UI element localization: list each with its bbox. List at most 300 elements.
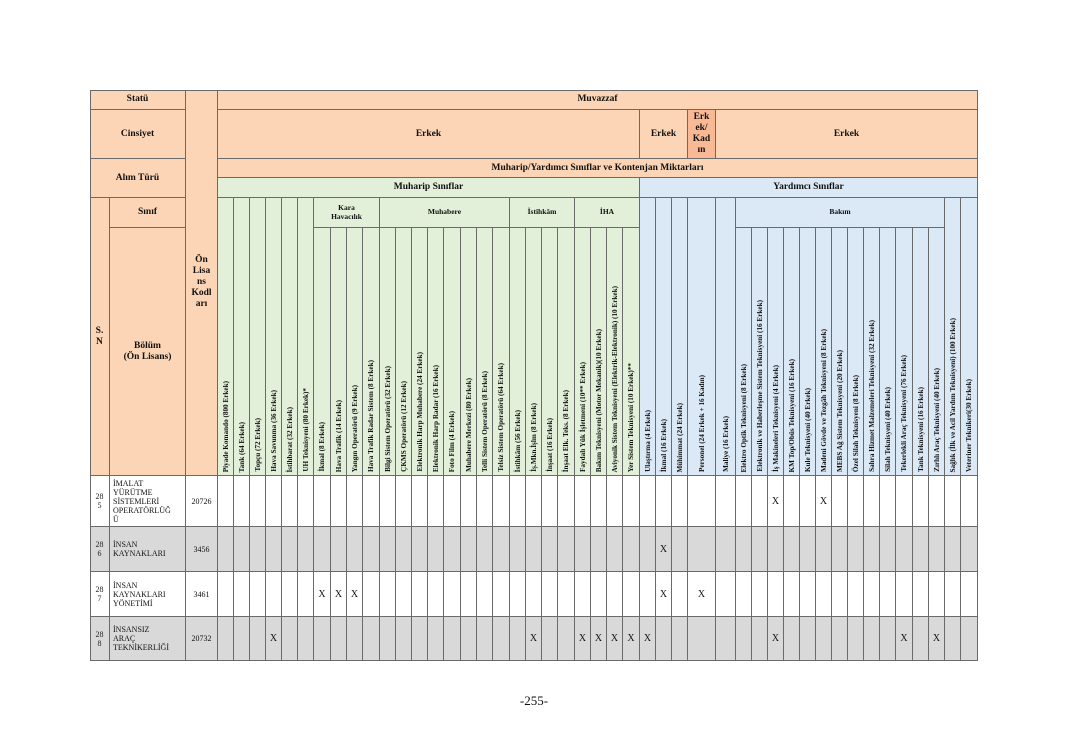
column-header-43-text: Tank Teknisyeni (16 Erkek) [916, 386, 925, 472]
row-2-col-43 [913, 527, 929, 572]
column-header-39-text: Özel Silah Teknisyeni (8 Erkek) [851, 374, 860, 472]
row-3-col-24 [591, 572, 607, 617]
column-header-15 [444, 228, 461, 476]
row-2-col-1 [218, 527, 234, 572]
column-header-4-text: Hava Savunma (36 Erkek) [269, 390, 278, 472]
row-4-col-45 [945, 617, 961, 661]
row-1-col-45 [945, 476, 961, 527]
statu-label-text: Statü [126, 94, 149, 104]
column-header-30-text: Personel (24 Erkek + 16 Kadın) [697, 375, 706, 472]
row-4-col-1 [218, 617, 234, 661]
row-4-col-27-text: X [643, 633, 652, 644]
row-3-mark-col-7 [314, 572, 331, 617]
row-1-col-13 [412, 476, 428, 527]
column-header-26 [623, 228, 640, 476]
row-3-sn-text: 28 7 [95, 585, 104, 603]
row-3-col-28-text: X [659, 588, 668, 600]
row-2-col-14 [428, 527, 444, 572]
sn-header [90, 198, 110, 476]
column-header-23 [575, 228, 591, 476]
column-header-5 [282, 198, 298, 476]
subgroup-bakim [736, 198, 945, 228]
row-4-col-41 [880, 617, 896, 661]
row-1-col-36 [800, 476, 816, 527]
row-1-col-12 [396, 476, 412, 527]
column-header-23-text: Faydalı Yük İşletmeni (10** Erkek) [578, 362, 587, 472]
page-number: -255- [519, 693, 549, 708]
row-4-col-28 [656, 617, 672, 661]
row-3-col-14 [428, 572, 444, 617]
row-1-col-9 [347, 476, 363, 527]
column-header-32-text: Elektro Optik Teknisyeni (8 Erkek) [739, 363, 748, 472]
row-3-col-35 [784, 572, 800, 617]
row-4-col-13 [412, 617, 428, 661]
column-header-46 [961, 198, 978, 476]
row-3-col-22 [558, 572, 575, 617]
sinif-label [110, 198, 186, 228]
row-3-col-32 [736, 572, 752, 617]
cinsiyet-erkek-1-text: Erkek [415, 128, 442, 139]
row-2-col-6 [298, 527, 314, 572]
row-4-col-43 [913, 617, 929, 661]
cinsiyet-label [90, 110, 186, 159]
row-4-col-46 [961, 617, 978, 661]
row-3-kod-text: 3461 [193, 589, 210, 599]
column-header-31-text: Maliye (16 Erkek) [721, 416, 730, 472]
row-3-bolum-text: İNSAN KAYNAKLARI YÖNETİMİ [113, 580, 166, 608]
column-header-33 [752, 228, 768, 476]
cinsiyet-erkek-kadin-text: Erk ek/ Kad ın [692, 112, 711, 155]
row-1-col-3 [250, 476, 266, 527]
row-3-col-36 [800, 572, 816, 617]
column-header-25-text: Aviyonik Sistem Teknisyeni (Elektrik-Elektronik) (10 Erkek) [610, 285, 619, 472]
row-1-col-8 [331, 476, 347, 527]
subgroup-bakim-text: Bakım [829, 207, 851, 217]
column-header-36 [800, 228, 816, 476]
column-header-22 [558, 228, 575, 476]
row-1-col-7 [314, 476, 331, 527]
row-2-col-28-text: X [659, 543, 668, 555]
row-1-col-4 [266, 476, 282, 527]
row-1-col-6 [298, 476, 314, 527]
on-lisans-kodlari-header [186, 90, 218, 476]
row-3-col-2 [234, 572, 250, 617]
column-header-17-text: Telli Sistem Operatörü (8 Erkek) [480, 370, 489, 472]
row-3-col-10 [363, 572, 380, 617]
row-4-col-22 [558, 617, 575, 661]
group-yardimci-text: Yardımcı Sınıflar [773, 182, 844, 192]
row-1-col-20 [526, 476, 542, 527]
column-header-21 [542, 228, 558, 476]
row-3-col-45 [945, 572, 961, 617]
row-3-mark-col-28 [656, 572, 672, 617]
subgroup-muhabere-text: Muhabere [427, 207, 462, 217]
row-1-col-11 [380, 476, 396, 527]
statu-value [218, 90, 978, 110]
statu-label [90, 90, 186, 110]
row-1-sn-text: 28 5 [95, 492, 104, 510]
row-2-col-35 [784, 527, 800, 572]
row-3-col-11 [380, 572, 396, 617]
row-4-bolum-text: İNSANSIZ ARAÇ TEKNİKERLİĞİ [113, 625, 169, 652]
column-header-11 [380, 228, 396, 476]
column-header-14-text: Elektronik Harp Radar (16 Erkek) [431, 364, 440, 472]
row-4-col-3 [250, 617, 266, 661]
column-header-19-text: İstihkâm (56 Erkek) [513, 409, 522, 472]
row-2-sn [90, 527, 110, 572]
column-header-35 [784, 228, 800, 476]
row-4-sn-text: 28 8 [95, 629, 104, 648]
row-2-col-44 [929, 527, 945, 572]
column-header-3-text: Topçu (72 Erkek) [253, 418, 262, 472]
row-4-col-8 [331, 617, 347, 661]
column-header-22-text: İnşaat Elk. Teks. (8 Erkek) [562, 389, 570, 472]
row-3-col-3 [250, 572, 266, 617]
row-2-col-33 [752, 527, 768, 572]
row-1-col-31 [716, 476, 736, 527]
column-header-14 [428, 228, 444, 476]
column-header-13 [412, 228, 428, 476]
row-3-mark-col-8 [331, 572, 347, 617]
row-4-col-33 [752, 617, 768, 661]
row-1-col-42 [896, 476, 913, 527]
row-1-col-43 [913, 476, 929, 527]
column-header-30 [688, 198, 716, 476]
group-muharip [218, 178, 640, 198]
row-4-col-20-text: X [529, 633, 538, 644]
column-header-46-text: Veteriner Teknikeri(30 Erkek) [965, 378, 973, 472]
row-4-col-26-text: X [627, 633, 635, 644]
row-2-bolum-text: İNSAN KAYNAKLARI [113, 540, 166, 558]
column-header-20-text: İş.Mkn.İşlm (8 Erkek) [529, 403, 538, 472]
row-4-col-40 [864, 617, 880, 661]
column-header-28 [656, 198, 672, 476]
row-3-col-39 [848, 572, 864, 617]
bolum-header-text: Bölüm (Ön Lisans) [123, 340, 172, 362]
column-header-41 [880, 228, 896, 476]
row-3-col-31 [716, 572, 736, 617]
column-header-39 [848, 228, 864, 476]
row-2-col-25 [607, 527, 623, 572]
row-1-col-16 [461, 476, 477, 527]
row-4-col-30 [688, 617, 716, 661]
column-header-34 [768, 228, 784, 476]
bolum-header [110, 228, 186, 476]
column-header-25 [607, 228, 623, 476]
row-3-col-27 [640, 572, 656, 617]
row-2-col-7 [314, 527, 331, 572]
row-2-col-46 [961, 527, 978, 572]
row-1-col-33 [752, 476, 768, 527]
row-1-col-17 [477, 476, 493, 527]
row-2-col-3 [250, 527, 266, 572]
row-2-col-18 [493, 527, 510, 572]
column-header-42-text: Tekerlekli Araç Teknisyeni (76 Erkek) [900, 355, 908, 472]
column-header-11-text: Bilgi Sistem Operatörü (32 Erkek) [383, 366, 392, 472]
row-1-kod-text: 20726 [191, 496, 212, 506]
row-4-col-12 [396, 617, 412, 661]
row-2-col-17 [477, 527, 493, 572]
column-header-20 [526, 228, 542, 476]
column-header-24 [591, 228, 607, 476]
row-4-col-4-text: X [269, 633, 278, 644]
group-muharip-text: Muharip Sınıflar [393, 182, 464, 192]
row-1-col-26 [623, 476, 640, 527]
row-3-col-8-text: X [334, 588, 343, 600]
row-2-col-19 [510, 527, 526, 572]
column-header-44-text: Zırhlı Araç Teknisyeni (40 Erkek) [932, 368, 941, 472]
row-3-col-17 [477, 572, 493, 617]
row-3-col-21 [542, 572, 558, 617]
row-1-col-39 [848, 476, 864, 527]
row-2-col-41 [880, 527, 896, 572]
row-2-col-27 [640, 527, 656, 572]
column-header-18-text: Telsiz Sistem Operatörü (64 Erkek) [497, 363, 505, 472]
column-header-2-text: Tank (64 Erkek) [237, 421, 246, 472]
row-1-col-23 [575, 476, 591, 527]
row-3-mark-col-30 [688, 572, 716, 617]
row-1-col-18 [493, 476, 510, 527]
row-3-col-19 [510, 572, 526, 617]
row-1-col-21 [542, 476, 558, 527]
alim-turu-value [218, 159, 978, 178]
row-1-col-24 [591, 476, 607, 527]
subgroup-istihkam-text: İstihkâm [527, 207, 557, 217]
row-4-mark-col-24 [591, 617, 607, 661]
column-header-9 [347, 228, 363, 476]
row-3-col-9-text: X [350, 588, 359, 600]
column-header-26-text: Yer Sistem Teknisyeni (10 Erkek)** [627, 362, 635, 472]
column-header-29-text: Mühimmat (24 Erkek) [675, 402, 684, 472]
row-2-bolum [110, 527, 186, 572]
row-2-col-42 [896, 527, 913, 572]
row-4-mark-col-27 [640, 617, 656, 661]
column-header-19 [510, 228, 526, 476]
row-4-col-32 [736, 617, 752, 661]
column-header-37-text: Madeni Gövde ve Tezgâh Teknisyeni (8 Erkek) [819, 329, 828, 472]
column-header-27 [640, 198, 656, 476]
row-1-col-19 [510, 476, 526, 527]
alim-turu-label-text: Alım Türü [115, 172, 160, 183]
sinif-label-text: Sınıf [137, 207, 157, 217]
column-header-12 [396, 228, 412, 476]
row-3-col-15 [444, 572, 461, 617]
row-2-col-29 [672, 527, 688, 572]
row-4-col-2 [234, 617, 250, 661]
row-4-mark-col-44 [929, 617, 945, 661]
row-4-col-6 [298, 617, 314, 661]
column-header-32 [736, 228, 752, 476]
row-3-col-38 [832, 572, 848, 617]
row-4-col-37 [816, 617, 832, 661]
row-2-col-10 [363, 527, 380, 572]
row-1-col-38 [832, 476, 848, 527]
row-3-col-1 [218, 572, 234, 617]
column-header-16-text: Muhabere Merkezi (80 Erkek) [464, 378, 473, 472]
row-4-col-9 [347, 617, 363, 661]
row-4-col-35 [784, 617, 800, 661]
row-2-col-23 [575, 527, 591, 572]
row-4-col-5 [282, 617, 298, 661]
row-4-col-16 [461, 617, 477, 661]
row-4-bolum [110, 617, 186, 661]
column-header-36-text: Kule Teknisyeni (40 Erkek) [803, 387, 812, 472]
row-2-col-5 [282, 527, 298, 572]
row-2-col-16 [461, 527, 477, 572]
row-3-col-6 [298, 572, 314, 617]
column-header-2 [234, 198, 250, 476]
cinsiyet-erkek-kadin [688, 110, 716, 159]
column-header-45 [945, 198, 961, 476]
row-2-col-4 [266, 527, 282, 572]
row-3-col-26 [623, 572, 640, 617]
row-3-col-16 [461, 572, 477, 617]
row-4-mark-col-26 [623, 617, 640, 661]
alim-turu-label [90, 159, 186, 198]
row-4-col-34-text: X [771, 633, 780, 644]
row-4-col-44-text: X [932, 633, 941, 644]
row-2-col-2 [234, 527, 250, 572]
cinsiyet-erkek-1 [218, 110, 640, 159]
row-3-col-43 [913, 572, 929, 617]
column-header-12-text: ÇKMS Operatörü (12 Erkek) [399, 381, 408, 472]
row-3-col-5 [282, 572, 298, 617]
row-2-col-20 [526, 527, 542, 572]
row-3-col-4 [266, 572, 282, 617]
row-1-col-1 [218, 476, 234, 527]
cinsiyet-erkek-3 [716, 110, 978, 159]
cinsiyet-label-text: Cinsiyet [120, 128, 155, 139]
alim-turu-value-text: Muharip/Yardımcı Sınıflar ve Kontenjan Miktarları [491, 162, 704, 173]
column-header-43 [913, 228, 929, 476]
column-header-45-text: Sağlık (İlk ve Acil Yardım Teknisyeni) (100 Erkek) [948, 317, 957, 472]
column-header-10 [363, 228, 380, 476]
column-header-5-text: İstihbarat (32 Erkek) [285, 406, 294, 472]
column-header-6-text: UH Teknisyeni (80 Erkek)* [301, 388, 310, 472]
row-1-col-40 [864, 476, 880, 527]
column-header-41-text: Silah Teknisyeni (40 Erkek) [883, 387, 892, 472]
row-3-col-13 [412, 572, 428, 617]
row-3-col-44 [929, 572, 945, 617]
column-header-18 [493, 228, 510, 476]
row-3-col-40 [864, 572, 880, 617]
row-3-col-20 [526, 572, 542, 617]
row-1-col-34-text: X [771, 495, 780, 507]
row-2-col-26 [623, 527, 640, 572]
row-1-col-46 [961, 476, 978, 527]
sn-header-text: S. N [95, 325, 104, 347]
column-header-34-text: İş Makineleri Teknisyeni (4 Erkek) [771, 364, 780, 472]
row-4-col-15 [444, 617, 461, 661]
row-4-mark-col-34 [768, 617, 784, 661]
row-4-col-36 [800, 617, 816, 661]
subgroup-istihkam [510, 198, 575, 228]
row-2-col-21 [542, 527, 558, 572]
row-3-col-42 [896, 572, 913, 617]
column-header-10-text: Hava Trafik Radar Sistem (8 Erkek) [367, 359, 375, 472]
column-header-1 [218, 198, 234, 476]
row-4-col-14 [428, 617, 444, 661]
column-header-8-text: Hava Trafik (14 Erkek) [334, 399, 343, 472]
row-2-col-38 [832, 527, 848, 572]
row-3-col-33 [752, 572, 768, 617]
row-4-kod-text: 20732 [191, 634, 212, 643]
row-3-col-41 [880, 572, 896, 617]
row-2-kod-text: 3456 [193, 544, 210, 554]
column-header-8 [331, 228, 347, 476]
row-4-mark-col-4 [266, 617, 282, 661]
column-header-24-text: Bakım Teknisyeni (Motor Mekanik)(10 Erkek) [594, 328, 603, 472]
column-header-7 [314, 228, 331, 476]
subgroup-kara-havacilik-text: Kara Havacılık [331, 203, 362, 221]
row-4-col-21 [542, 617, 558, 661]
subgroup-iha [575, 198, 640, 228]
on-lisans-kodlari-header-text: Ön Lisa ns Kodl arı [191, 255, 212, 309]
row-3-col-25 [607, 572, 623, 617]
column-header-9-text: Yangın Operatörü (9 Erkek) [350, 384, 359, 472]
cinsiyet-erkek-3-text: Erkek [833, 128, 860, 139]
row-2-col-30 [688, 527, 716, 572]
row-4-col-25-text: X [610, 633, 619, 644]
row-4-mark-col-42 [896, 617, 913, 661]
row-4-col-42-text: X [900, 633, 908, 644]
column-header-6 [298, 198, 314, 476]
row-1-sn [90, 476, 110, 527]
row-2-col-36 [800, 527, 816, 572]
row-1-col-5 [282, 476, 298, 527]
row-2-col-45 [945, 527, 961, 572]
column-header-1-text: Piyade Komando (800 Erkek) [221, 380, 230, 472]
column-header-37 [816, 228, 832, 476]
column-header-42 [896, 228, 913, 476]
row-4-mark-col-20 [526, 617, 542, 661]
row-2-col-40 [864, 527, 880, 572]
row-4-col-19 [510, 617, 526, 661]
row-3-col-12 [396, 572, 412, 617]
row-3-col-7-text: X [318, 588, 326, 600]
column-header-13-text: Elektronik Harp Muhabere (24 Erkek) [415, 352, 424, 472]
row-4-col-39 [848, 617, 864, 661]
row-3-col-46 [961, 572, 978, 617]
row-2-col-13 [412, 527, 428, 572]
row-2-col-15 [444, 527, 461, 572]
row-3-sn [90, 572, 110, 617]
row-4-col-18 [493, 617, 510, 661]
row-4-col-17 [477, 617, 493, 661]
column-header-3 [250, 198, 266, 476]
row-2-mark-col-28 [656, 527, 672, 572]
row-3-col-23 [575, 572, 591, 617]
row-1-col-22 [558, 476, 575, 527]
row-4-mark-col-25 [607, 617, 623, 661]
subgroup-kara-havacilik [314, 198, 380, 228]
row-1-col-14 [428, 476, 444, 527]
column-header-4 [266, 198, 282, 476]
row-4-col-11 [380, 617, 396, 661]
row-1-col-15 [444, 476, 461, 527]
row-1-mark-col-34 [768, 476, 784, 527]
row-1-kod [186, 476, 218, 527]
row-2-col-9 [347, 527, 363, 572]
row-1-col-25 [607, 476, 623, 527]
row-1-col-29 [672, 476, 688, 527]
row-2-col-37 [816, 527, 832, 572]
row-2-col-12 [396, 527, 412, 572]
subgroup-muhabere [380, 198, 510, 228]
row-1-col-37-text: X [819, 495, 828, 507]
row-2-col-34 [768, 527, 784, 572]
quota-table [90, 90, 978, 661]
